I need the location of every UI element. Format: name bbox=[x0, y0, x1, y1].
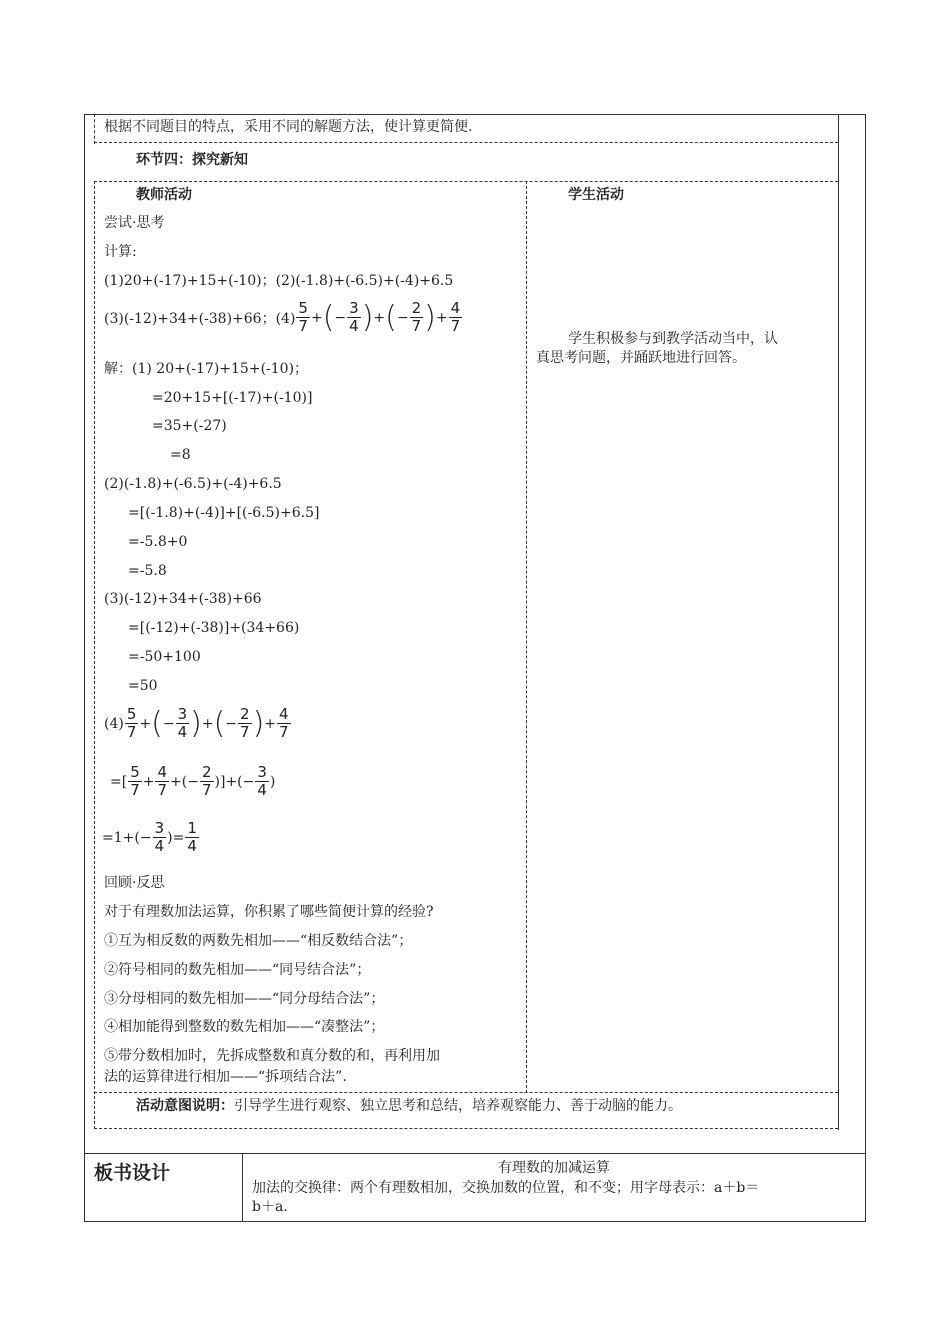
problems-line2: (3)(-12)+34+(-38)+66；(4) $\frac{5}{7}$ + ( − $\frac{3}{4}$ ) + ( − $\frac{2}{7}$ ) + $\frac{4}{7}$ bbox=[104, 299, 461, 335]
fraction-2-7: $\frac{2}{7}$ bbox=[411, 299, 422, 335]
dash-left-2 bbox=[94, 181, 95, 1129]
problems-line1: (1)20+(-17)+15+(-10)；(2)(-1.8)+(-6.5)+(-4)+6.5 bbox=[104, 273, 454, 289]
dash-middle bbox=[526, 181, 527, 1093]
sol4-fraction-2-7: $\frac{2}{7}$ bbox=[240, 705, 250, 741]
dash-bottom-1 bbox=[94, 1092, 838, 1093]
teacher-activity-header: 教师活动 bbox=[136, 187, 192, 203]
sol4-result-prefix: =1+(− bbox=[102, 829, 152, 846]
sol2-line1: (2)(-1.8)+(-6.5)+(-4)+6.5 bbox=[104, 476, 282, 492]
board-design-title: 有理数的加减运算 bbox=[498, 1160, 610, 1176]
fraction-3-4: $\frac{3}{4}$ bbox=[349, 299, 359, 335]
sol4-line2: =[ $\frac{5}{7}$ + $\frac{4}{7}$ +(− $\frac{2}{7}$ )]+(− $\frac{3}{4}$ ) bbox=[110, 763, 276, 799]
try-think-label: 尝试·思考 bbox=[104, 215, 165, 231]
sol1-line4: =8 bbox=[170, 447, 191, 463]
sol4-line1: (4) $\frac{5}{7}$ + ( − $\frac{3}{4}$ ) + ( − $\frac{2}{7}$ ) + $\frac{4}{7}$ bbox=[104, 705, 289, 741]
section-title: 环节四：探究新知 bbox=[136, 152, 248, 168]
dash-left-1 bbox=[94, 114, 95, 144]
sol4-label: (4) bbox=[104, 715, 124, 732]
review-item-6: 法的运算律进行相加——“拆项结合法”. bbox=[104, 1069, 347, 1085]
review-item-3: ③分母相同的数先相加——“同分母结合法”； bbox=[104, 991, 385, 1007]
review-item-4: ④相加能得到整数的数先相加——“凑整法”； bbox=[104, 1019, 385, 1035]
sol2-line4: =-5.8 bbox=[128, 563, 167, 579]
sol4-l3-fraction-1-4: $\frac{1}{4}$ bbox=[187, 819, 197, 855]
sol4-fraction-4-7: $\frac{4}{7}$ bbox=[279, 705, 289, 741]
board-design-text-line2: b＋a. bbox=[252, 1199, 288, 1215]
student-activity-line1: 学生积极参与到教学活动当中，认 bbox=[568, 331, 778, 347]
dash-top-1 bbox=[94, 142, 838, 143]
sol4-l2-fraction-2-7: $\frac{2}{7}$ bbox=[201, 763, 212, 799]
problems-line2-prefix: (3)(-12)+34+(-38)+66；(4) bbox=[104, 310, 296, 327]
dash-top-2 bbox=[94, 181, 838, 182]
sol4-fraction-5-7: $\frac{5}{7}$ bbox=[126, 705, 137, 741]
sol3-line1: (3)(-12)+34+(-38)+66 bbox=[104, 591, 262, 607]
student-activity-header: 学生活动 bbox=[568, 187, 624, 203]
review-item-5: ⑤带分数相加时，先拆成整数和真分数的和，再利用加 bbox=[104, 1048, 440, 1064]
sol4-l2-fraction-4-7: $\frac{4}{7}$ bbox=[157, 763, 168, 799]
sol4-l2-fraction-5-7: $\frac{5}{7}$ bbox=[130, 763, 140, 799]
activity-intent bbox=[136, 1097, 682, 1115]
main-frame-inner-right bbox=[838, 114, 839, 1130]
sol4-l2-fraction-3-4: $\frac{3}{4}$ bbox=[257, 763, 267, 799]
activity-intent-text: 引导学生进行观察、独立思考和总结，培养观察能力、善于动脑的能力。 bbox=[234, 1098, 682, 1114]
review-title: 回顾·反思 bbox=[104, 875, 165, 891]
sol1-line2: =20+15+[(-17)+(-10)] bbox=[152, 390, 313, 406]
calc-label: 计算: bbox=[104, 244, 137, 260]
board-design-text-line1: 加法的交换律：两个有理数相加，交换加数的位置，和不变；用字母表示：a＋b＝ bbox=[252, 1180, 760, 1196]
sol2-line2: =[(-1.8)+(-4)]+[(-6.5)+6.5] bbox=[128, 505, 320, 521]
sol4-l3-fraction-3-4: $\frac{3}{4}$ bbox=[154, 819, 165, 855]
review-question: 对于有理数加法运算，你积累了哪些简便计算的经验? bbox=[104, 904, 434, 920]
sol1-line3: =35+(-27) bbox=[152, 418, 227, 434]
fraction-4-7: $\frac{4}{7}$ bbox=[450, 299, 461, 335]
intro-text: 根据不同题目的特点，采用不同的解题方法，使计算更简便. bbox=[104, 119, 473, 135]
board-design-label: 板书设计 bbox=[94, 1162, 171, 1184]
activity-intent-label: 活动意图说明： bbox=[136, 1098, 234, 1114]
student-activity-line2: 真思考问题，并踊跃地进行回答。 bbox=[536, 350, 746, 366]
sol3-line3: =-50+100 bbox=[128, 649, 201, 665]
sol4-line3: =1+(− $\frac{3}{4}$ )= $\frac{1}{4}$ bbox=[102, 819, 197, 855]
dash-bottom-2 bbox=[94, 1128, 838, 1129]
sol2-line3: =-5.8+0 bbox=[128, 534, 188, 550]
sol4-fraction-3-4: $\frac{3}{4}$ bbox=[177, 705, 188, 741]
review-item-1: ①互为相反数的两数先相加——“相反数结合法”； bbox=[104, 933, 413, 949]
sol3-line2: =[(-12)+(-38)]+(34+66) bbox=[128, 620, 300, 636]
sol1-line1: 解：(1) 20+(-17)+15+(-10)； bbox=[104, 361, 309, 377]
review-item-2: ②符号相同的数先相加——“同号结合法”； bbox=[104, 962, 371, 978]
fraction-5-7: $\frac{5}{7}$ bbox=[298, 299, 308, 335]
sol3-line4: =50 bbox=[128, 678, 158, 694]
